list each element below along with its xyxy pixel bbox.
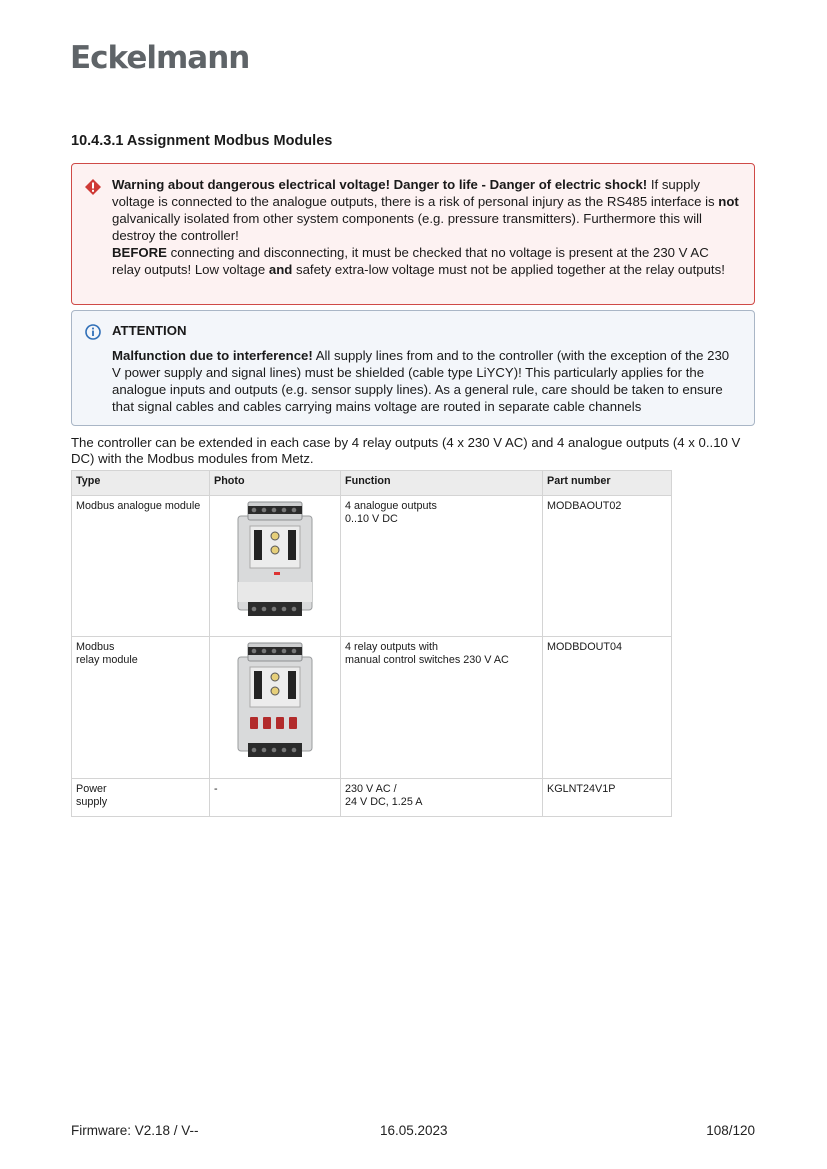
- cell-photo: -: [210, 779, 341, 817]
- header-type: Type: [72, 471, 210, 496]
- type-line-1: Power: [76, 783, 107, 795]
- intro-paragraph: The controller can be extended in each case by 4 relay outputs (4 x 230 V AC) and 4 analogue outputs (4 x 0..10 V DC) with the Modbus modules from Metz.: [71, 435, 741, 466]
- attention-heading: Malfunction due to interference!: [112, 348, 313, 363]
- cell-type: [72, 637, 210, 779]
- function-line-2: manual control switches 230 V AC: [345, 654, 509, 666]
- info-icon: [84, 323, 102, 345]
- function-line-1: 230 V AC /: [345, 783, 397, 795]
- warning-text-1: If supply voltage is connected to the analogue outputs, there is a risk of personal injury as the RS485 interface is: [112, 177, 719, 209]
- analogue-module-photo: [230, 496, 320, 622]
- cell-function: [341, 496, 543, 637]
- footer-date: 16.05.2023: [380, 1123, 448, 1138]
- footer-page-number: 108/120: [706, 1123, 755, 1138]
- table-header-row: [72, 471, 672, 496]
- attention-body: All supply lines from and to the controller (with the exception of the 230 V power supply and signal lines) must be shielded (cable type LiYCY)! This particularly applies for the analogue inputs and outputs (e.g. sensor supply lines). As a general rule, care should be taken to ensure that signal cables and cables carrying mains voltage are routed in separate cable channels: [112, 348, 730, 414]
- attention-content: [112, 322, 740, 415]
- warning-heading: Warning about dangerous electrical voltage! Danger to life - Danger of electric shock!: [112, 177, 648, 192]
- attention-box: [71, 310, 755, 426]
- warning-emphasis-not: not: [718, 194, 739, 209]
- warning-text: [112, 176, 740, 278]
- cell-photo: [210, 496, 341, 637]
- cell-type: [72, 496, 210, 637]
- section-title: 10.4.3.1 Assignment Modbus Modules: [71, 133, 333, 149]
- function-line-1: 4 analogue outputs: [345, 500, 437, 512]
- cell-part-number: KGLNT24V1P: [543, 779, 672, 817]
- modules-table: [71, 470, 672, 817]
- attention-text: [112, 347, 740, 415]
- warning-text-4: safety extra-low voltage must not be applied together at the relay outputs!: [292, 262, 725, 277]
- warning-box: [71, 163, 755, 305]
- cell-type: [72, 779, 210, 817]
- warning-text-3: connecting and disconnecting, it must be checked that no voltage is present at the 230 V AC relay outputs! Low voltage: [112, 245, 709, 277]
- cell-function: [341, 779, 543, 817]
- cell-photo: [210, 637, 341, 779]
- table-row: [72, 779, 672, 817]
- type-line-1: Modbus analogue module: [76, 500, 201, 512]
- cell-function: [341, 637, 543, 779]
- type-line-1: Modbus: [76, 641, 115, 653]
- table-row: [72, 496, 672, 637]
- type-line-2: supply: [76, 796, 108, 808]
- warning-icon: [84, 178, 102, 200]
- attention-title: ATTENTION: [112, 323, 187, 338]
- cell-part-number: MODBDOUT04: [543, 637, 672, 779]
- header-photo: Photo: [210, 471, 341, 496]
- header-function: Function: [341, 471, 543, 496]
- warning-emphasis-and: and: [268, 262, 293, 277]
- relay-module-photo: [230, 637, 320, 763]
- table-row: [72, 637, 672, 779]
- function-line-1: 4 relay outputs with: [345, 641, 439, 653]
- function-line-2: 24 V DC, 1.25 A: [345, 796, 423, 808]
- footer-firmware: Firmware: V2.18 / V--: [71, 1123, 199, 1138]
- type-line-2: relay module: [76, 654, 138, 666]
- warning-emphasis-before: BEFORE: [112, 245, 167, 260]
- header-part-number: Part number: [543, 471, 672, 496]
- cell-part-number: MODBAOUT02: [543, 496, 672, 637]
- warning-text-2: galvanically isolated from other system components (e.g. pressure transmitters). Furthermore this will destroy the controller!: [112, 211, 702, 243]
- function-line-2: 0..10 V DC: [345, 513, 398, 525]
- eckelmann-logo: Eckelmann: [70, 40, 250, 76]
